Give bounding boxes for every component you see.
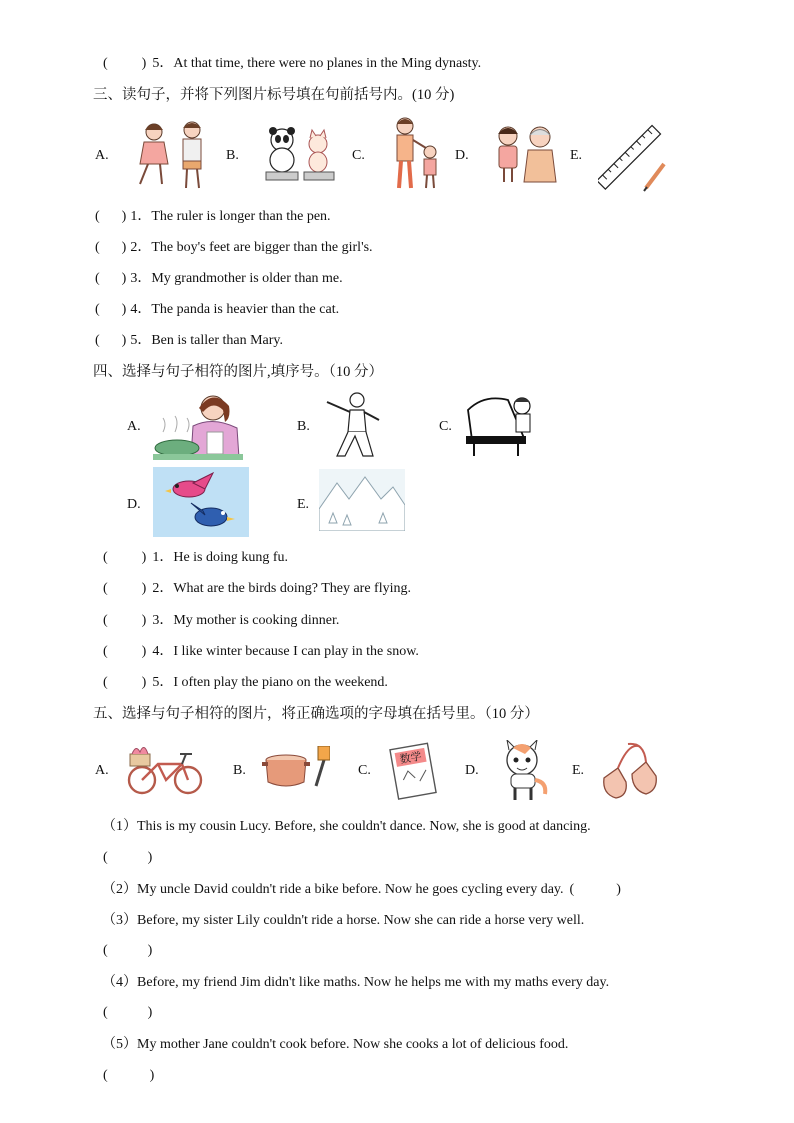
answer-paren-close[interactable]: ) — [149, 1068, 155, 1083]
answer-paren-close[interactable]: ) — [147, 1005, 153, 1020]
answer-paren-open[interactable]: ( — [103, 1005, 108, 1020]
option-d-label: D. — [465, 763, 479, 778]
option-c-label: C. — [352, 148, 365, 163]
question-text: 2．What are the birds doing? They are flying. — [152, 581, 412, 596]
sec3-item-4 — [95, 301, 339, 319]
sec3-item-2 — [95, 239, 373, 257]
answer-paren-open[interactable]: ( — [95, 271, 100, 286]
sec5-item-5-answer — [103, 1067, 154, 1085]
question-text: 3．My grandmother is older than me. — [130, 271, 343, 286]
answer-paren-close[interactable]: ) — [141, 675, 147, 690]
sec5-item-5: （5）My mother Jane couldn't cook before. Now she cooks a lot of delicious food. — [102, 1037, 569, 1052]
answer-paren-close[interactable]: ) — [141, 644, 147, 659]
answer-paren-open[interactable]: ( — [103, 581, 108, 596]
sec5-item-3: （3）Before, my sister Lily couldn't ride a horse. Now she can ride a horse very well. — [102, 913, 585, 928]
answer-paren-close[interactable]: ) — [121, 240, 127, 255]
bicycle-picture — [126, 742, 204, 796]
dance-shoes-picture — [598, 738, 662, 802]
sec5-item-3-answer — [103, 942, 152, 960]
sec5-item-4-answer — [103, 1004, 152, 1022]
man-doing-kung-fu-picture — [323, 390, 389, 460]
snowy-mountains-picture — [319, 469, 405, 531]
sec5-item-1: （1）This is my cousin Lucy. Before, she couldn't dance. Now, she is good at dancing. — [102, 819, 591, 834]
cooking-pot-picture — [262, 746, 330, 792]
answer-paren-close[interactable]: ) — [141, 613, 147, 628]
sec3-item-1 — [95, 208, 331, 226]
section-3-heading: 三、读句子，并将下列图片标号填在句前括号内。(10 分) — [93, 87, 455, 103]
sec4-item-2 — [103, 580, 411, 598]
pony-picture — [495, 740, 551, 804]
answer-paren-open[interactable]: ( — [103, 550, 108, 565]
answer-paren-open[interactable]: ( — [95, 240, 100, 255]
answer-paren-open[interactable]: ( — [103, 1068, 108, 1083]
answer-paren-open[interactable]: ( — [103, 850, 108, 865]
question-text: 5．I often play the piano on the weekend. — [152, 675, 388, 690]
sec4-item-5 — [103, 674, 388, 692]
mother-cooking-picture — [153, 392, 243, 460]
answer-paren-close[interactable]: ) — [121, 209, 127, 224]
sec3-item-3 — [95, 270, 343, 288]
question-text: 2．The boy's feet are bigger than the girl's. — [130, 240, 373, 255]
option-a-label: A. — [95, 763, 109, 778]
option-e-label: E. — [572, 763, 585, 778]
option-a-label: A. — [95, 148, 109, 163]
answer-paren-open[interactable]: ( — [95, 209, 100, 224]
answer-paren-open[interactable]: ( — [103, 56, 108, 71]
answer-paren-close[interactable]: ) — [616, 882, 621, 897]
answer-paren-close[interactable]: ) — [121, 333, 127, 348]
sec3-item-5 — [95, 332, 283, 350]
question-text: 1．He is doing kung fu. — [152, 550, 289, 565]
answer-paren-open[interactable]: ( — [103, 644, 108, 659]
option-e-label: E. — [570, 148, 583, 163]
sec5-item-4: （4）Before, my friend Jim didn't like maths. Now he helps me with my maths every day. — [102, 975, 610, 990]
question-text: （2）My uncle David couldn't ride a bike before. Now he goes cycling every day. — [102, 882, 564, 897]
option-b-label: B. — [226, 148, 239, 163]
answer-paren-close[interactable]: ) — [141, 550, 147, 565]
option-b-label: B. — [233, 763, 246, 778]
question-text: 4．I like winter because I can play in the snow. — [152, 644, 419, 659]
answer-paren-open[interactable]: ( — [569, 882, 575, 897]
boy-playing-piano-picture — [464, 392, 536, 460]
maths-book-picture — [388, 742, 440, 800]
panda-and-cat-on-scales-picture — [262, 126, 338, 186]
answer-paren-close[interactable]: ) — [147, 943, 153, 958]
question-5-line — [103, 55, 481, 73]
answer-paren-open[interactable]: ( — [95, 333, 100, 348]
answer-paren-close[interactable]: ) — [141, 56, 147, 71]
option-d-label: D. — [127, 497, 141, 512]
option-d-label: D. — [455, 148, 469, 163]
option-e-label: E. — [297, 497, 310, 512]
option-b-label: B. — [297, 419, 310, 434]
question-text: 4．The panda is heavier than the cat. — [130, 302, 340, 317]
girl-and-grandmother-picture — [490, 124, 562, 186]
option-c-label: C. — [358, 763, 371, 778]
ruler-and-pen-picture — [598, 120, 670, 192]
sec5-item-1-answer — [103, 849, 152, 867]
answer-paren-open[interactable]: ( — [103, 943, 108, 958]
book-label: 数学 — [398, 749, 423, 767]
answer-paren-close[interactable]: ) — [121, 302, 127, 317]
answer-paren-close[interactable]: ) — [141, 581, 147, 596]
question-text: 3．My mother is cooking dinner. — [152, 613, 340, 628]
option-c-label: C. — [439, 419, 452, 434]
section-5-heading: 五、选择与句子相符的图片，将正确选项的字母填在括号里。（10 分） — [93, 706, 539, 722]
birds-flying-picture — [153, 467, 249, 537]
girl-and-boy-picture — [132, 118, 214, 192]
answer-paren-open[interactable]: ( — [95, 302, 100, 317]
question-text: 5．At that time, there were no planes in the Ming dynasty. — [152, 56, 482, 71]
sec4-item-1 — [103, 549, 288, 567]
man-and-girl-height-picture — [388, 116, 444, 192]
sec5-item-2 — [102, 881, 621, 899]
answer-paren-open[interactable]: ( — [103, 675, 108, 690]
answer-paren-open[interactable]: ( — [103, 613, 108, 628]
sec4-item-4 — [103, 643, 419, 661]
answer-paren-close[interactable]: ) — [147, 850, 153, 865]
answer-paren-close[interactable]: ) — [121, 271, 127, 286]
question-text: 1．The ruler is longer than the pen. — [130, 209, 331, 224]
section-4-heading: 四、选择与句子相符的图片,填序号。（10 分） — [93, 364, 383, 380]
question-text: 5．Ben is taller than Mary. — [130, 333, 284, 348]
sec4-item-3 — [103, 612, 339, 630]
option-a-label: A. — [127, 419, 141, 434]
